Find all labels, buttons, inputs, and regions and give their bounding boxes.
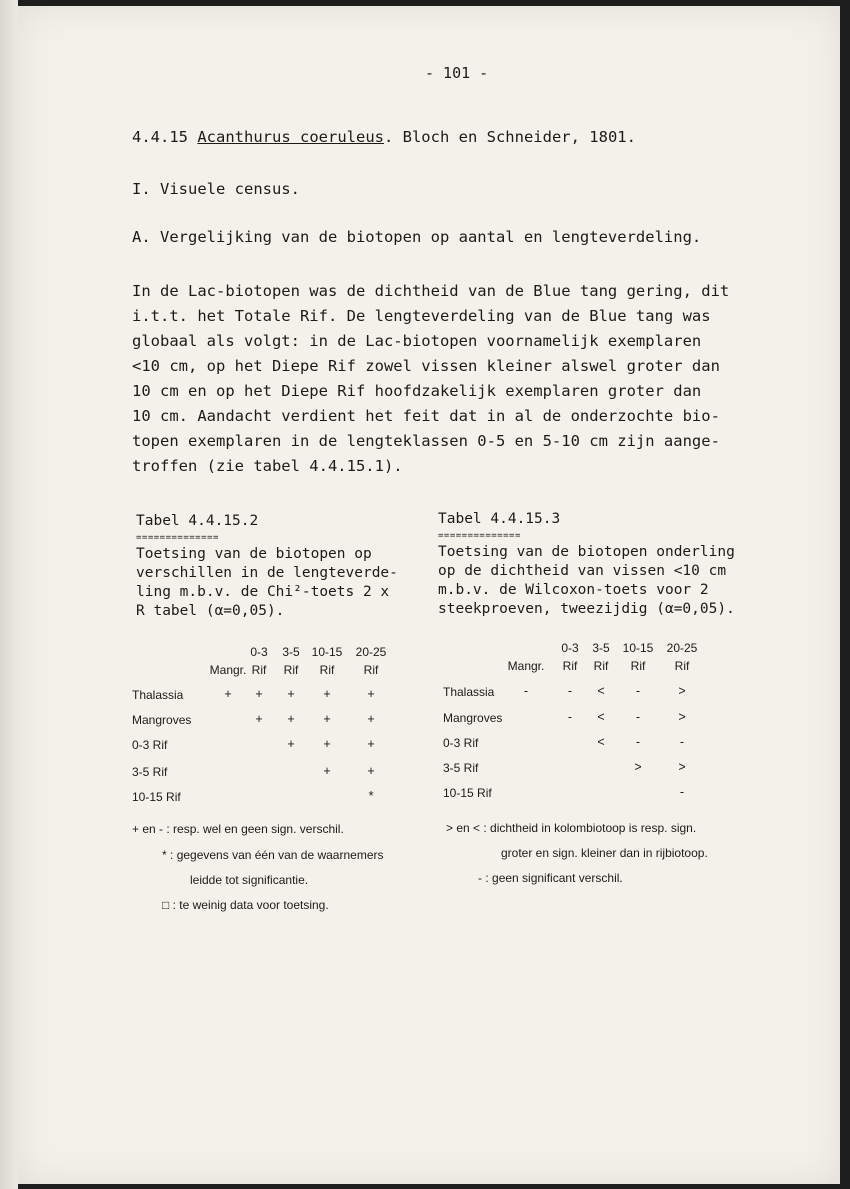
table-left-caption-line: Toetsing van de biotopen op (136, 546, 372, 562)
column-header: Rif (630, 659, 646, 673)
column-header: Rif (283, 663, 299, 677)
row-label: 3-5 Rif (443, 761, 479, 775)
row-label: 10-15 Rif (443, 786, 492, 800)
row-label: Thalassia (443, 685, 495, 699)
column-header: Mangr. (209, 663, 247, 677)
legend-text: geen significant verschil. (492, 871, 623, 885)
legend-text: gegevens van één van de waarnemers (176, 848, 384, 862)
table-left-title-underline: ============== (136, 533, 219, 543)
column-header-top: 20-25 (666, 641, 698, 655)
row-label: Mangroves (132, 713, 192, 727)
legend-text: resp. wel en geen sign. verschil. (173, 822, 344, 836)
table-right-caption-line: m.b.v. de Wilcoxon-toets voor 2 (438, 582, 709, 598)
paragraph-line: 10 cm en op het Diepe Rif hoofdzakelijk exemplaren groter dan (132, 382, 702, 400)
table-right-title: Tabel 4.4.15.3 (438, 511, 561, 527)
column-header-top: 0-3 (561, 641, 579, 655)
column-header: Mangr. (507, 659, 545, 673)
matrix-cell: - (635, 735, 641, 749)
legend-key: > en < : (446, 821, 487, 835)
column-header-top: 3-5 (282, 645, 300, 659)
row-label: 10-15 Rif (132, 790, 181, 804)
subheading-visual-census: I. Visuele census. (132, 180, 300, 198)
matrix-cell: + (255, 712, 263, 726)
column-header: Rif (251, 663, 267, 677)
matrix-cell: + (287, 687, 295, 701)
species-authority: . Bloch en Schneider, 1801. (383, 128, 636, 146)
table-right-caption-line: Toetsing van de biotopen onderling (438, 544, 735, 560)
row-label: Mangroves (443, 711, 503, 725)
legend-text: leidde tot significantie. (190, 873, 309, 887)
column-header: Rif (363, 663, 379, 677)
matrix-cell: > (678, 760, 686, 774)
table-left-caption-line: R tabel (α=0,05). (136, 603, 285, 619)
matrix-cell: - (635, 684, 641, 698)
matrix-cell: + (367, 687, 375, 701)
legend-key: □ : (162, 898, 176, 912)
column-header: Rif (319, 663, 335, 677)
legend-key: * : (162, 848, 174, 862)
matrix-cell: + (287, 737, 295, 751)
matrix-cell: > (678, 710, 686, 724)
matrix-cell: + (323, 737, 331, 751)
scan-left-edge (0, 0, 18, 1189)
column-header-top: 3-5 (592, 641, 610, 655)
table-left-caption-line: verschillen in de lengteverde- (136, 565, 398, 581)
matrix-cell: > (634, 760, 642, 774)
table-left-legend-item (162, 848, 384, 862)
paragraph-line: topen exemplaren in de lengteklassen 0-5 en 5-10 cm zijn aange- (132, 432, 720, 450)
column-header: Rif (593, 659, 609, 673)
column-header-top: 10-15 (622, 641, 654, 655)
matrix-cell: - (679, 735, 685, 749)
section-heading (132, 128, 636, 146)
matrix-cell: * (368, 789, 374, 803)
column-header: Rif (562, 659, 578, 673)
matrix-cell: + (367, 737, 375, 751)
legend-key: - : (478, 871, 489, 885)
matrix-cell: + (367, 712, 375, 726)
matrix-cell: < (597, 710, 605, 724)
legend-text: te weinig data voor toetsing. (179, 898, 329, 912)
matrix-cell: - (567, 684, 573, 698)
column-header-top: 20-25 (355, 645, 387, 659)
matrix-cell: + (323, 764, 331, 778)
row-label: 0-3 Rif (132, 738, 168, 752)
subheading-comparison: A. Vergelijking van de biotopen op aantal en lengteverdeling. (132, 228, 702, 246)
column-header: Rif (674, 659, 690, 673)
matrix-cell: + (323, 712, 331, 726)
matrix-cell: + (255, 687, 263, 701)
legend-text: dichtheid in kolombiotoop is resp. sign. (490, 821, 697, 835)
row-label: 3-5 Rif (132, 765, 168, 779)
matrix-cell: - (523, 684, 529, 698)
matrix-cell: < (597, 735, 605, 749)
table-right-title-underline: ============== (438, 531, 521, 541)
matrix-cell: + (287, 712, 295, 726)
legend-key: + en - : (132, 822, 170, 836)
matrix-cell: + (224, 687, 232, 701)
matrix-cell: + (367, 764, 375, 778)
species-name: Acanthurus coeruleus (197, 128, 384, 146)
row-label: 0-3 Rif (443, 736, 479, 750)
matrix-cell: - (567, 710, 573, 724)
matrix-cell: + (323, 687, 331, 701)
paragraph-line: i.t.t. het Totale Rif. De lengteverdeling van de Blue tang was (132, 307, 711, 325)
legend-text: groter en sign. kleiner dan in rijbiotoop. (501, 846, 708, 860)
table-right-legend-item (446, 821, 696, 835)
section-number: 4.4.15 (132, 128, 188, 146)
page-number: - 101 - (425, 64, 489, 82)
column-header-top: 0-3 (250, 645, 268, 659)
paragraph-line: globaal als volgt: in de Lac-biotopen voornamelijk exemplaren (132, 332, 702, 350)
table-right-legend-item (478, 871, 623, 885)
matrix-cell: - (635, 710, 641, 724)
table-left-legend-item (190, 873, 308, 887)
paragraph-line: 10 cm. Aandacht verdient het feit dat in al de onderzochte bio- (132, 407, 720, 425)
table-right-caption-line: op de dichtheid van vissen <10 cm (438, 563, 727, 579)
paragraph-line: In de Lac-biotopen was de dichtheid van de Blue tang gering, dit (132, 282, 730, 300)
matrix-cell: - (679, 785, 685, 799)
table-left-legend-item (132, 822, 344, 836)
table-left-title: Tabel 4.4.15.2 (136, 513, 259, 529)
table-right-caption-line: steekproeven, tweezijdig (α=0,05). (438, 601, 735, 617)
matrix-cell: < (597, 684, 605, 698)
paragraph-line: troffen (zie tabel 4.4.15.1). (132, 457, 403, 475)
table-left-caption-line: ling m.b.v. de Chi²-toets 2 x (136, 584, 390, 600)
row-label: Thalassia (132, 688, 184, 702)
paragraph-line: <10 cm, op het Diepe Rif zowel vissen kleiner alswel groter dan (132, 357, 720, 375)
matrix-cell: > (678, 684, 686, 698)
column-header-top: 10-15 (311, 645, 343, 659)
table-left-legend-item (162, 898, 329, 912)
table-right-legend-item (501, 846, 708, 860)
